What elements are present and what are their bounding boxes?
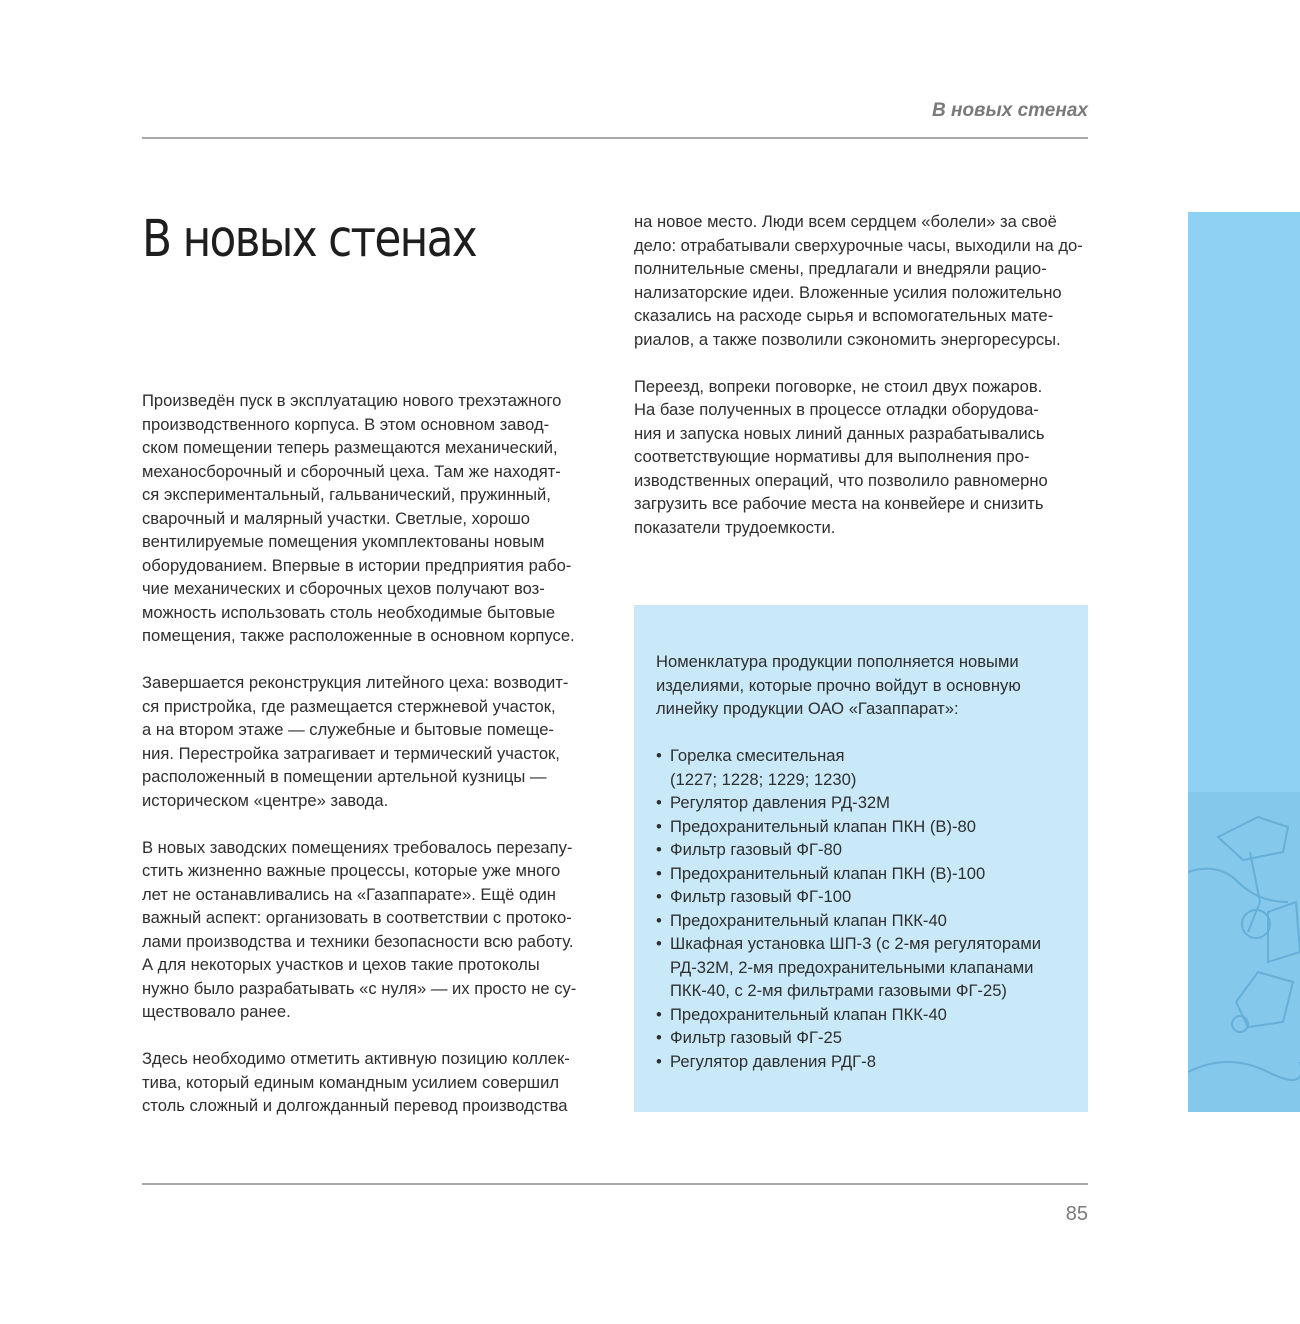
bullet-icon: • <box>656 934 662 953</box>
list-item-label: Фильтр газовый ФГ-25 <box>670 1028 842 1047</box>
paragraph: Завершается реконструкция литейного цеха: возводит- ся пристройка, где размещается стержневой участок, а на втором этаже — служебные и бытовые помеще- ния. Перестройка затрагивает и термический участок, расположенный в помещении артельной кузницы — историческом «центре» завода. <box>142 673 569 810</box>
bullet-icon: • <box>656 863 662 883</box>
bullet-icon: • <box>656 1004 662 1024</box>
list-item-label: Предохранительный клапан ПКН (В)-100 <box>670 863 986 883</box>
list-item <box>656 838 1070 862</box>
paragraph: Здесь необходимо отметить активную позицию коллек- тива, который единым командным усилием совершил столь сложный и долгожданный перевод производства <box>142 1049 570 1115</box>
product-list-intro: Номенклатура продукции пополняется новыми изделиями, которые прочно войдут в основную линейку продукции ОАО «Газаппарат»: <box>656 652 1021 718</box>
bullet-icon: • <box>656 1051 662 1071</box>
list-item-label: Фильтр газовый ФГ-80 <box>670 840 842 859</box>
bottom-rule <box>142 1183 1088 1185</box>
list-item <box>656 744 1070 791</box>
list-item-label: Регулятор давления РД-32М <box>670 793 890 812</box>
paragraph: Переезд, вопреки поговорке, не стоил двух пожаров. На базе полученных в процессе отладки оборудова- ния и запуска новых линий данных разрабатывались соответствующие нормативы для выполнения про- изводственных операций, что позволило равномерно загрузить все рабочие места на конвейере и снизить показатели трудоемкости. <box>634 376 1048 537</box>
top-rule <box>142 137 1088 139</box>
list-item-label: Регулятор давления РДГ-8 <box>670 1051 876 1071</box>
running-header: В новых стенах <box>931 100 1088 121</box>
list-item <box>656 1026 1070 1050</box>
machinery-illustration <box>1188 212 1300 1112</box>
list-item-label: Предохранительный клапан ПКК-40 <box>670 1004 947 1024</box>
paragraph: В новых заводских помещениях требовалось перезапу- стить жизненно важные процессы, которые уже много лет не останавливались на «Газаппарате». Ещё один важный аспект: организовать в соответствии с протоко- лами производства и техники безопасности всю работу. А для некоторых участков и цехов такие протоколы нужно было разрабатывать «с нуля» — их просто не су- ществовало ранее. <box>142 837 577 1021</box>
bullet-icon: • <box>656 840 662 859</box>
list-item-label: Предохранительный клапан ПКН (В)-80 <box>670 816 976 836</box>
list-item <box>656 885 1070 909</box>
list-item-label: Шкафная установка ШП-3 (с 2-мя регуляторами РД-32М, 2-мя предохранительными клапанами ПКК-40, с 2-мя фильтрами газовыми ФГ-25) <box>670 934 1042 1000</box>
list-item <box>656 909 1070 933</box>
decorative-side-band <box>1188 212 1300 1112</box>
list-item <box>656 862 1070 886</box>
product-list <box>656 744 1070 1073</box>
list-item-label: Предохранительный клапан ПКК-40 <box>670 910 947 930</box>
list-item <box>656 815 1070 839</box>
list-item <box>656 1003 1070 1027</box>
product-list-box <box>634 605 1088 1112</box>
bullet-icon: • <box>656 910 662 930</box>
paragraph: на новое место. Люди всем сердцем «болели» за своё дело: отрабатывали сверхурочные часы, выходили на до- полнительные смены, предлагали и внедряли рацио- нализаторские идеи. Вложенные усилия положительно сказались на расходе сырья и вспомогательных мате- риалов, а также позволили сэкономить энергоресурсы. <box>634 212 1083 349</box>
paragraph: Произведён пуск в эксплуатацию нового трехэтажного производственного корпуса. В этом основном завод- ском помещении теперь размещаются механический, механосборочный и сборочный цеха. Там же находят- ся экспериментальный, гальванический, пружинный, сварочный и малярный участки. Светлые, хорошо вентилируемые помещения укомплектованы новым оборудованием. Впервые в истории предприятия рабо- чие механических и сборочных цехов получают воз- можность использовать столь необходимые бытовые помещения, также расположенные в основном корпусе. <box>142 391 575 645</box>
list-item <box>656 932 1070 1003</box>
right-column <box>634 210 1086 563</box>
bullet-icon: • <box>656 746 662 765</box>
page-number: 85 <box>1065 1203 1088 1225</box>
page-title: В новых стенах <box>142 210 477 269</box>
bullet-icon: • <box>656 816 662 836</box>
bullet-icon: • <box>656 887 662 906</box>
bullet-icon: • <box>656 793 662 812</box>
left-column <box>142 389 594 1141</box>
list-item <box>656 1050 1070 1074</box>
list-item-label: Фильтр газовый ФГ-100 <box>670 887 852 906</box>
bullet-icon: • <box>656 1028 662 1047</box>
list-item-label: Горелка смесительная (1227; 1228; 1229; 1230) <box>670 746 857 789</box>
list-item <box>656 791 1070 815</box>
